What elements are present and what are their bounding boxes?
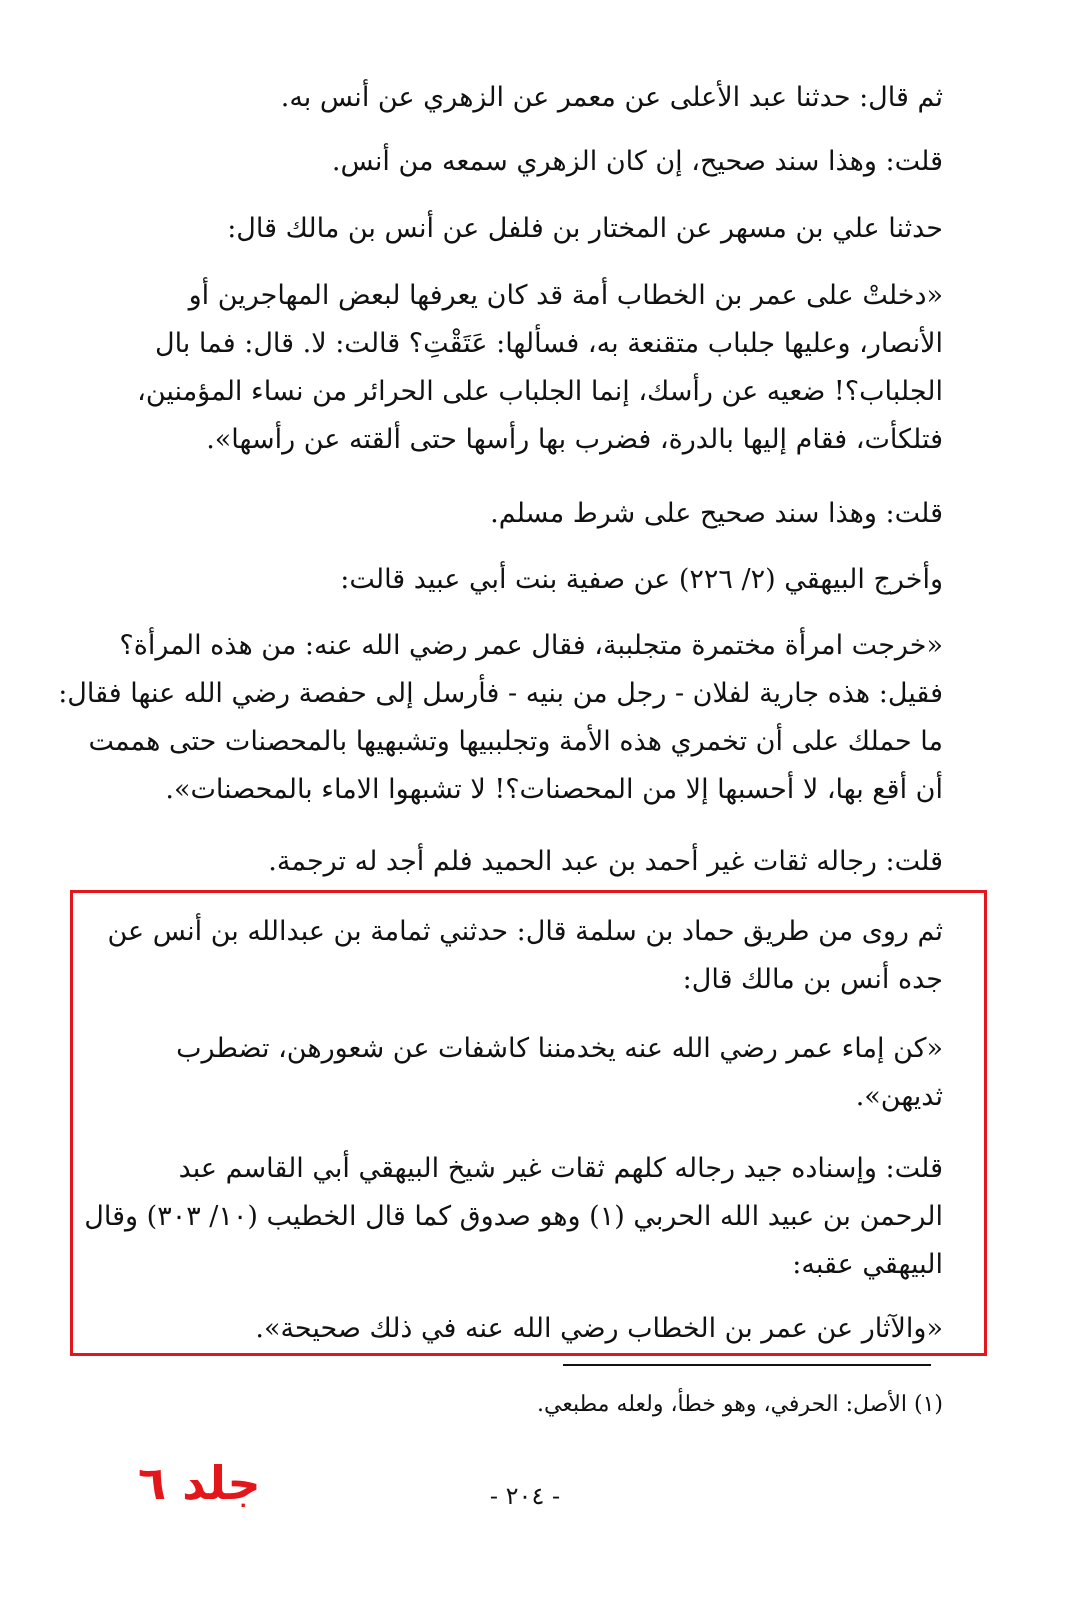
text-line: «خرجت امرأة مختمرة متجلببة، فقال عمر رضي الله عنه: من هذه المرأة؟ (119, 630, 943, 661)
text-line: وأخرج البيهقي (٢/ ٢٢٦) عن صفية بنت أبي عبيد قالت: (340, 564, 943, 595)
text-line: «كن إماء عمر رضي الله عنه يخدمننا كاشفات عن شعورهن، تضطرب (176, 1033, 943, 1064)
text-line: حدثنا علي بن مسهر عن المختار بن فلفل عن أنس بن مالك قال: (227, 213, 943, 244)
text-line: جده أنس بن مالك قال: (682, 964, 943, 995)
text-line: فقيل: هذه جارية لفلان - رجل من بنيه - فأرسل إلى حفصة رضي الله عنها فقال: (58, 678, 943, 709)
text-line: «دخلتْ على عمر بن الخطاب أمة قد كان يعرفها لبعض المهاجرين أو (188, 280, 943, 311)
paragraph-5 (163, 490, 943, 538)
text-line: الرحمن بن عبيد الله الحربي (١) وهو صدوق كما قال الخطيب (١٠/ ٣٠٣) وقال (84, 1201, 943, 1232)
text-line: ثم قال: حدثنا عبد الأعلى عن معمر عن الزهري عن أنس به. (280, 82, 943, 113)
text-line: أن أقع بها، لا أحسبها إلا من المحصنات؟! لا تشبهوا الاماء بالمحصنات». (165, 774, 943, 805)
text-line: ما حملك على أن تخمري هذه الأمة وتجلببيها وتشبهيها بالمحصنات حتى هممت (88, 726, 943, 757)
highlighted-paragraph-4-quote (103, 1305, 943, 1353)
text-line: الأنصار، وعليها جلباب متقنعة به، فسألها: عَتَقْتِ؟ قالت: لا. قال: فما بال (154, 328, 943, 359)
footnote: (١) الأصل: الحرفي، وهو خطأ، ولعله مطبعي. (537, 1392, 943, 1417)
highlighted-paragraph-3 (84, 1145, 943, 1289)
text-line: «والآثار عن عمر بن الخطاب رضي الله عنه في ذلك صحيحة». (255, 1313, 943, 1344)
footnote-divider (563, 1364, 931, 1366)
text-line: البيهقي عقبه: (792, 1249, 943, 1280)
paragraph-2 (163, 138, 943, 186)
highlighted-paragraph-1 (103, 908, 943, 1004)
paragraph-6 (163, 556, 943, 604)
text-line: فتلكأت، فقام إليها بالدرة، فضرب بها رأسها حتى ألقته عن رأسها». (206, 424, 943, 455)
volume-label: جلد ٦ (138, 1456, 261, 1510)
text-line: قلت: وإسناده جيد رجاله كلهم ثقات غير شيخ البيهقي أبي القاسم عبد (178, 1153, 943, 1184)
highlighted-paragraph-2-quote (103, 1025, 943, 1121)
text-line: قلت: وهذا سند صحيح، إن كان الزهري سمعه من أنس. (331, 146, 943, 177)
paragraph-1 (163, 74, 943, 122)
paragraph-4-quote (83, 272, 943, 464)
text-line: قلت: وهذا سند صحيح على شرط مسلم. (490, 498, 943, 529)
text-line: الجلباب؟! ضعيه عن رأسك، إنما الجلباب على الحرائر من نساء المؤمنين، (137, 376, 943, 407)
page-number: - ٢٠٤ - (489, 1482, 561, 1510)
paragraph-7-quote (58, 622, 943, 814)
paragraph-3 (163, 205, 943, 253)
text-line: ثم روى من طريق حماد بن سلمة قال: حدثني ثمامة بن عبدالله بن أنس عن (107, 916, 943, 947)
paragraph-8 (163, 838, 943, 886)
text-line: قلت: رجاله ثقات غير أحمد بن عبد الحميد فلم أجد له ترجمة. (268, 846, 943, 877)
text-line: ثديهن». (855, 1081, 943, 1112)
